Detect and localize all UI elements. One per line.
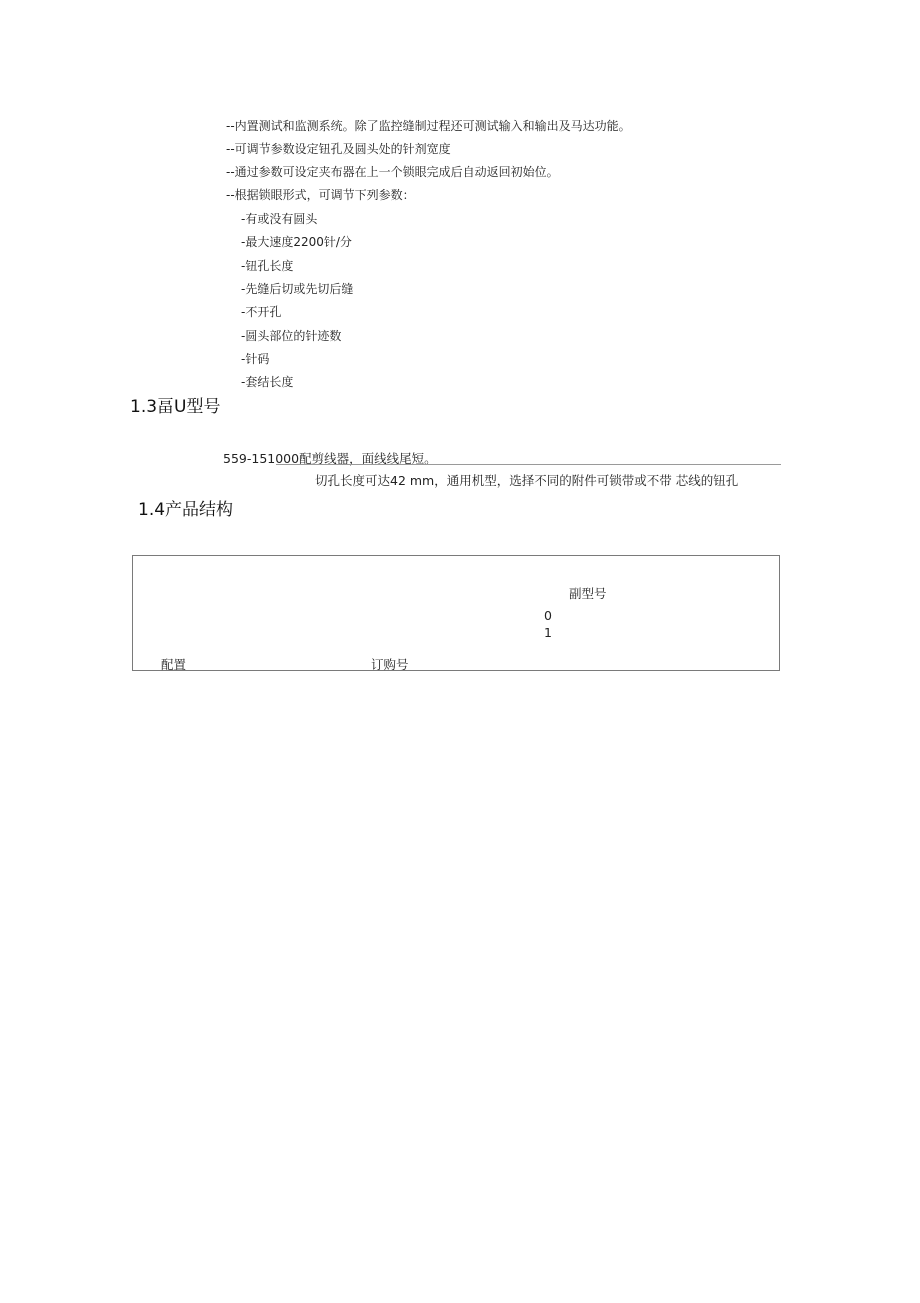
feature-line: --可调节参数设定钮孔及圆头处的针剂宽度 (226, 142, 451, 156)
option-digit-0: 0 (544, 608, 552, 623)
section-heading-1-4: 1.4产品结构 (138, 500, 234, 520)
parameter-item: -钮孔长度 (241, 259, 294, 273)
parameter-item: -先缝后切或先切后缝 (241, 282, 354, 296)
divider-line (276, 464, 781, 465)
product-structure-table (132, 555, 780, 671)
model-description: 切孔长度可达42 mm，通用机型，选择不同的附件可锁带或不带 芯线的钮孔 (315, 473, 739, 488)
section-heading-1-3: 1.3畐U型号 (130, 397, 221, 417)
feature-line: --内置测试和监测系统。除了监控缝制过程还可测试输入和输出及马达功能。 (226, 119, 631, 133)
parameter-item: -最大速度2200针/分 (241, 235, 352, 249)
config-label: 配置 (161, 657, 187, 672)
option-digit-1: 1 (544, 625, 552, 640)
model-number-text: 559-151000配剪线器，面线线尾短。 (223, 451, 437, 466)
feature-line: --根据锁眼形式，可调节下列参数： (226, 188, 415, 202)
sub-model-label: 副型号 (569, 586, 607, 601)
order-number-label: 订购号 (371, 657, 409, 672)
parameter-item: -不开孔 (241, 305, 282, 319)
parameter-item: -针码 (241, 352, 270, 366)
parameter-item: -圆头部位的针迹数 (241, 329, 342, 343)
parameter-item: -套结长度 (241, 375, 294, 389)
parameter-item: -有或没有圆头 (241, 212, 318, 226)
feature-line: --通过参数可设定夹布器在上一个锁眼完成后自动返回初始位。 (226, 165, 559, 179)
